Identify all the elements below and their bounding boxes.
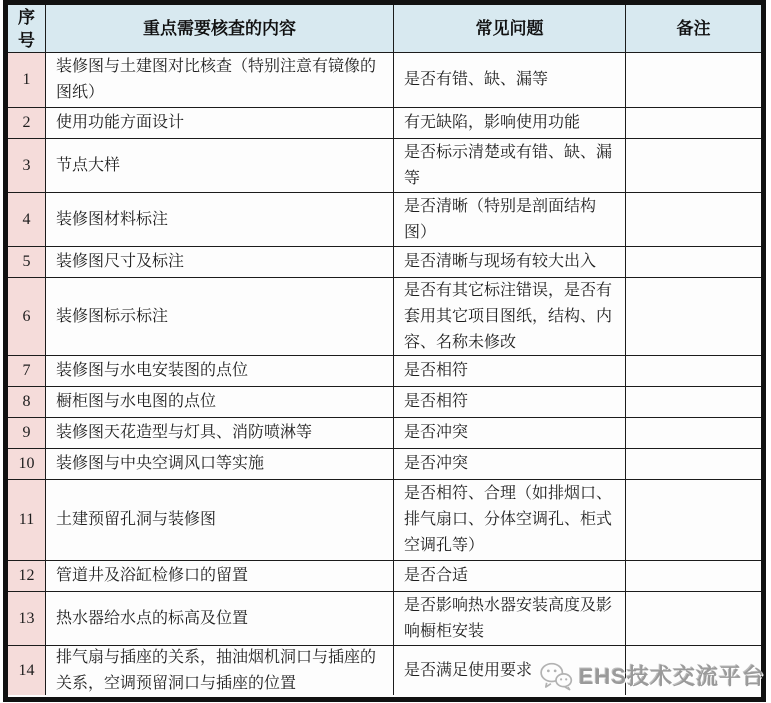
row-issue-cell: 是否有其它标注错误，是否有套用其它项目图纸，结构、内容、名称未修改 xyxy=(394,278,626,356)
table-row xyxy=(8,449,761,480)
row-note-cell xyxy=(626,592,761,646)
row-note-cell xyxy=(626,356,761,387)
row-issue-cell: 是否相符 xyxy=(394,387,626,418)
row-content-cell: 节点大样 xyxy=(46,139,394,193)
row-index-cell: 2 xyxy=(8,108,46,139)
row-content-cell: 装修图天花造型与灯具、消防喷淋等 xyxy=(46,418,394,449)
row-issue-cell: 是否合适 xyxy=(394,561,626,592)
table-row xyxy=(8,480,761,561)
checklist-table xyxy=(3,0,766,702)
table-row xyxy=(8,278,761,356)
table-row xyxy=(8,139,761,193)
row-content-cell: 土建预留孔洞与装修图 xyxy=(46,480,394,561)
row-index-cell: 7 xyxy=(8,356,46,387)
row-content-cell: 管道井及浴缸检修口的留置 xyxy=(46,561,394,592)
row-issue-cell: 是否影响热水器安装高度及影响橱柜安装 xyxy=(394,592,626,646)
row-content-cell: 使用功能方面设计 xyxy=(46,108,394,139)
row-note-cell xyxy=(626,193,761,247)
row-issue-cell: 是否冲突 xyxy=(394,418,626,449)
row-note-cell xyxy=(626,449,761,480)
row-note-cell xyxy=(626,108,761,139)
row-index-cell: 5 xyxy=(8,247,46,278)
header-cell-content: 重点需要核查的内容 xyxy=(46,5,394,53)
table-row xyxy=(8,247,761,278)
row-content-cell: 橱柜图与水电图的点位 xyxy=(46,387,394,418)
row-index-cell: 6 xyxy=(8,278,46,356)
table-header-row xyxy=(8,5,761,53)
row-note-cell xyxy=(626,418,761,449)
header-cell-issue: 常见问题 xyxy=(394,5,626,53)
row-issue-cell: 是否满足使用要求 xyxy=(394,646,626,695)
table-row xyxy=(8,646,761,695)
table-row xyxy=(8,193,761,247)
row-issue-cell: 是否有错、缺、漏等 xyxy=(394,53,626,108)
row-index-cell: 8 xyxy=(8,387,46,418)
row-index-cell: 14 xyxy=(8,646,46,695)
row-issue-cell: 是否冲突 xyxy=(394,449,626,480)
table-row xyxy=(8,561,761,592)
row-issue-cell: 有无缺陷，影响使用功能 xyxy=(394,108,626,139)
row-issue-cell: 是否相符、合理（如排烟口、排气扇口、分体空调孔、柜式空调孔等） xyxy=(394,480,626,561)
header-cell-index: 序号 xyxy=(8,5,46,53)
row-index-cell: 4 xyxy=(8,193,46,247)
row-content-cell: 装修图与土建图对比核查（特别注意有镜像的图纸） xyxy=(46,53,394,108)
table-row xyxy=(8,108,761,139)
row-issue-cell: 是否相符 xyxy=(394,356,626,387)
row-note-cell xyxy=(626,480,761,561)
row-note-cell xyxy=(626,561,761,592)
row-issue-cell: 是否标示清楚或有错、缺、漏等 xyxy=(394,139,626,193)
table-row xyxy=(8,53,761,108)
header-cell-note: 备注 xyxy=(626,5,761,53)
row-note-cell xyxy=(626,139,761,193)
row-content-cell: 装修图标示标注 xyxy=(46,278,394,356)
row-index-cell: 3 xyxy=(8,139,46,193)
row-note-cell xyxy=(626,278,761,356)
row-index-cell: 13 xyxy=(8,592,46,646)
row-content-cell: 排气扇与插座的关系，抽油烟机洞口与插座的关系，空调预留洞口与插座的位置 xyxy=(46,646,394,695)
row-index-cell: 10 xyxy=(8,449,46,480)
table-body xyxy=(8,53,761,695)
row-issue-cell: 是否清晰与现场有较大出入 xyxy=(394,247,626,278)
row-note-cell xyxy=(626,247,761,278)
row-index-cell: 11 xyxy=(8,480,46,561)
row-note-cell xyxy=(626,387,761,418)
row-index-cell: 12 xyxy=(8,561,46,592)
row-index-cell: 1 xyxy=(8,53,46,108)
table-row xyxy=(8,592,761,646)
row-content-cell: 装修图材料标注 xyxy=(46,193,394,247)
table-row xyxy=(8,418,761,449)
row-content-cell: 装修图尺寸及标注 xyxy=(46,247,394,278)
table-row xyxy=(8,387,761,418)
row-content-cell: 热水器给水点的标高及位置 xyxy=(46,592,394,646)
row-issue-cell: 是否清晰（特别是剖面结构图） xyxy=(394,193,626,247)
table-row xyxy=(8,356,761,387)
watermark-text: EHS技术交流平台 xyxy=(578,664,765,689)
row-index-cell: 9 xyxy=(8,418,46,449)
row-note-cell xyxy=(626,53,761,108)
row-content-cell: 装修图与水电安装图的点位 xyxy=(46,356,394,387)
row-content-cell: 装修图与中央空调风口等实施 xyxy=(46,449,394,480)
row-note-cell xyxy=(626,646,761,695)
